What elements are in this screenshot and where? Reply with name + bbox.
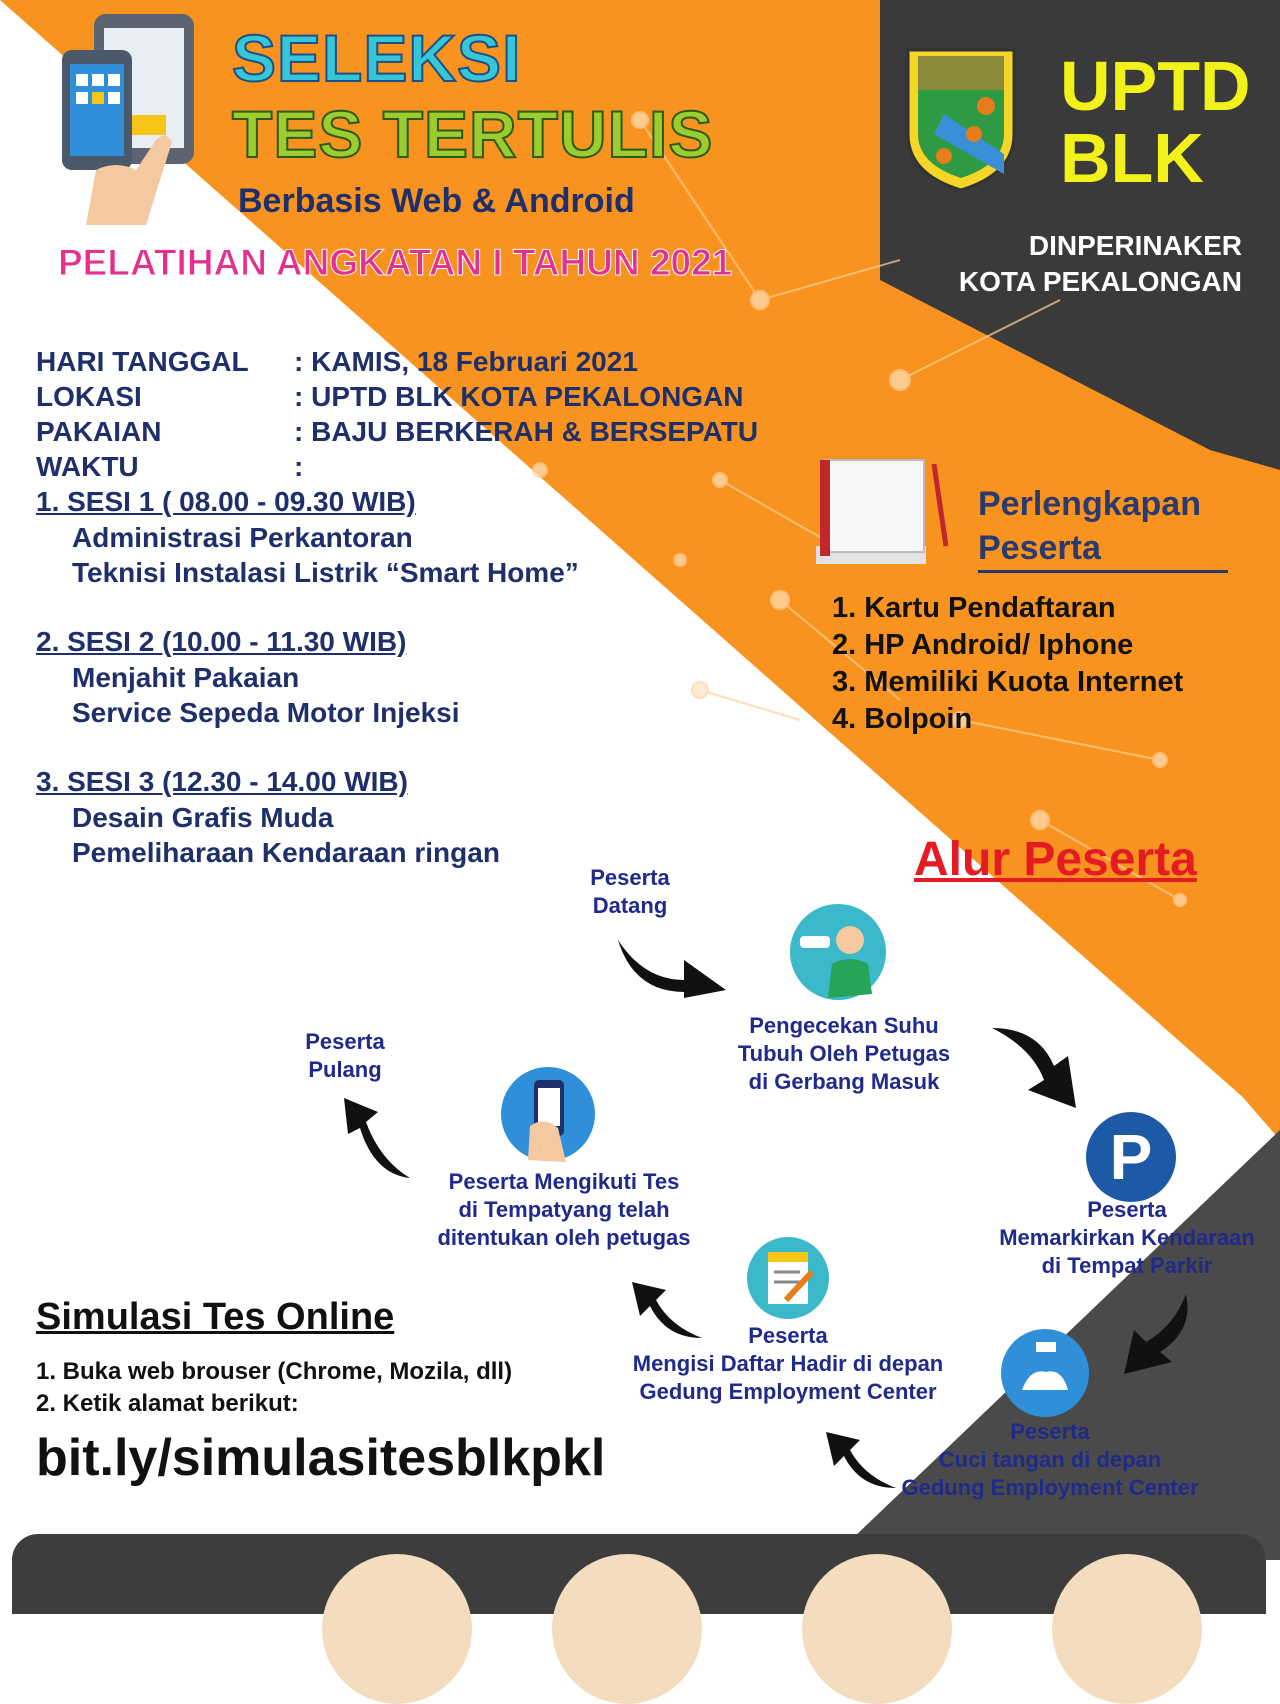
parking-icon: P xyxy=(1086,1112,1176,1202)
equipment-item: 3. Memiliki Kuota Internet xyxy=(832,666,1184,698)
equipment-title-line1: Perlengkapan xyxy=(978,485,1201,523)
info-row xyxy=(36,344,758,379)
info-label: WAKTU xyxy=(36,451,139,482)
equipment-title xyxy=(978,482,1228,573)
step-temperature-label xyxy=(724,1012,964,1096)
step-arrive-label xyxy=(560,864,700,920)
session-items xyxy=(72,800,500,870)
arrow-right-icon xyxy=(614,930,734,1000)
info-label: HARI TANGGAL xyxy=(36,346,249,377)
session-item: Pemeliharaan Kendaraan ringan xyxy=(72,837,500,868)
footer-illustration xyxy=(802,1554,952,1704)
flow-title: Alur Peserta xyxy=(914,833,1197,886)
session-item: Menjahit Pakaian xyxy=(72,662,300,693)
step-line: Datang xyxy=(592,893,668,918)
arrow-up-left-icon xyxy=(626,1278,706,1348)
footer-illustration xyxy=(322,1554,472,1704)
uptd-shield-logo xyxy=(904,44,1018,192)
step-line: Memarkirkan Kendaraan xyxy=(999,1225,1255,1250)
info-value: : UPTD BLK KOTA PEKALONGAN xyxy=(294,381,744,412)
event-info xyxy=(36,344,758,484)
step-line: Gedung Employment Center xyxy=(639,1379,937,1404)
step-parking-label xyxy=(982,1196,1272,1280)
arrow-up-left-icon xyxy=(820,1428,900,1498)
info-value: : xyxy=(294,451,304,482)
tablet-hand-icon xyxy=(56,10,216,230)
session-heading: 1. SESI 1 ( 08.00 - 09.30 WIB) xyxy=(36,486,416,517)
info-row xyxy=(36,449,758,484)
department xyxy=(959,228,1242,300)
step-line: Peserta xyxy=(305,1029,385,1054)
notebook-icon xyxy=(806,456,956,576)
attendance-form-icon xyxy=(746,1236,830,1320)
department-line2: KOTA PEKALONGAN xyxy=(958,266,1242,297)
equipment-item: 4. Bolpoin xyxy=(832,703,973,735)
session-items xyxy=(72,520,579,590)
step-line: Pulang xyxy=(308,1057,382,1082)
info-row xyxy=(36,414,758,449)
title-line2: TES TERTULIS xyxy=(232,97,714,171)
session-items xyxy=(72,660,460,730)
step-line: Peserta xyxy=(590,865,670,890)
arrow-down-right-icon xyxy=(988,1022,1088,1112)
equipment-item: 1. Kartu Pendaftaran xyxy=(832,592,1116,624)
info-row xyxy=(36,379,758,414)
department-line1: DINPERINAKER xyxy=(1028,230,1242,261)
step-leave-label xyxy=(280,1028,410,1084)
org-name xyxy=(1060,47,1251,197)
step-line: Mengisi Daftar Hadir di depan xyxy=(632,1351,944,1376)
step-line: ditentukan oleh petugas xyxy=(437,1225,691,1250)
simulation-url-link[interactable]: bit.ly/simulasitesblkpkl xyxy=(36,1429,606,1487)
subtitle: Berbasis Web & Android xyxy=(238,182,635,220)
step-line: Cuci tangan di depan xyxy=(938,1447,1162,1472)
org-name-line1: UPTD xyxy=(1060,47,1251,125)
session-item: Desain Grafis Muda xyxy=(72,802,334,833)
step-line: Tubuh Oleh Petugas xyxy=(737,1041,951,1066)
arrow-down-left-icon xyxy=(1120,1290,1200,1380)
footer-illustration xyxy=(1052,1554,1202,1704)
step-line: Peserta xyxy=(1010,1419,1090,1444)
equipment-item: 2. HP Android/ Iphone xyxy=(832,629,1134,661)
equipment-list xyxy=(832,590,1183,738)
simulation-title: Simulasi Tes Online xyxy=(36,1296,395,1338)
info-label: PAKAIAN xyxy=(36,416,162,447)
hand-washing-icon xyxy=(1000,1328,1090,1418)
thermometer-check-icon xyxy=(788,902,888,1002)
phone-test-icon xyxy=(500,1066,596,1162)
step-line: Pengecekan Suhu xyxy=(749,1013,939,1038)
session-heading: 2. SESI 2 (10.00 - 11.30 WIB) xyxy=(36,626,407,657)
step-line: Peserta xyxy=(748,1323,828,1348)
step-line: Peserta xyxy=(1087,1197,1167,1222)
step-line: di Tempatyang telah xyxy=(458,1197,670,1222)
step-handwash-label xyxy=(880,1418,1220,1502)
footer-illustration xyxy=(552,1554,702,1704)
step-line: di Tempat Parkir xyxy=(1041,1253,1213,1278)
arrow-up-left-icon xyxy=(334,1094,414,1184)
step-line: di Gerbang Masuk xyxy=(748,1069,940,1094)
title-line1: SELEKSI xyxy=(232,21,522,95)
info-label: LOKASI xyxy=(36,381,142,412)
step-line: Gedung Employment Center xyxy=(901,1475,1199,1500)
session-heading: 3. SESI 3 (12.30 - 14.00 WIB) xyxy=(36,766,408,797)
event-title: PELATIHAN ANGKATAN I TAHUN 2021 xyxy=(58,242,733,283)
footer-bar xyxy=(12,1534,1266,1614)
session-item: Teknisi Instalasi Listrik “Smart Home” xyxy=(72,557,579,588)
simulation-step: 2. Ketik alamat berikut: xyxy=(36,1390,299,1417)
session-item: Administrasi Perkantoran xyxy=(72,522,413,553)
session-item: Service Sepeda Motor Injeksi xyxy=(72,697,460,728)
simulation-step: 1. Buka web brouser (Chrome, Mozila, dll) xyxy=(36,1358,513,1385)
info-value: : BAJU BERKERAH & BERSEPATU xyxy=(294,416,759,447)
equipment-title-line2: Peserta xyxy=(978,526,1228,573)
info-value: : KAMIS, 18 Februari 2021 xyxy=(294,346,638,377)
step-test-label xyxy=(416,1168,712,1252)
step-line: Peserta Mengikuti Tes xyxy=(448,1169,680,1194)
org-name-line2: BLK xyxy=(1060,119,1204,197)
